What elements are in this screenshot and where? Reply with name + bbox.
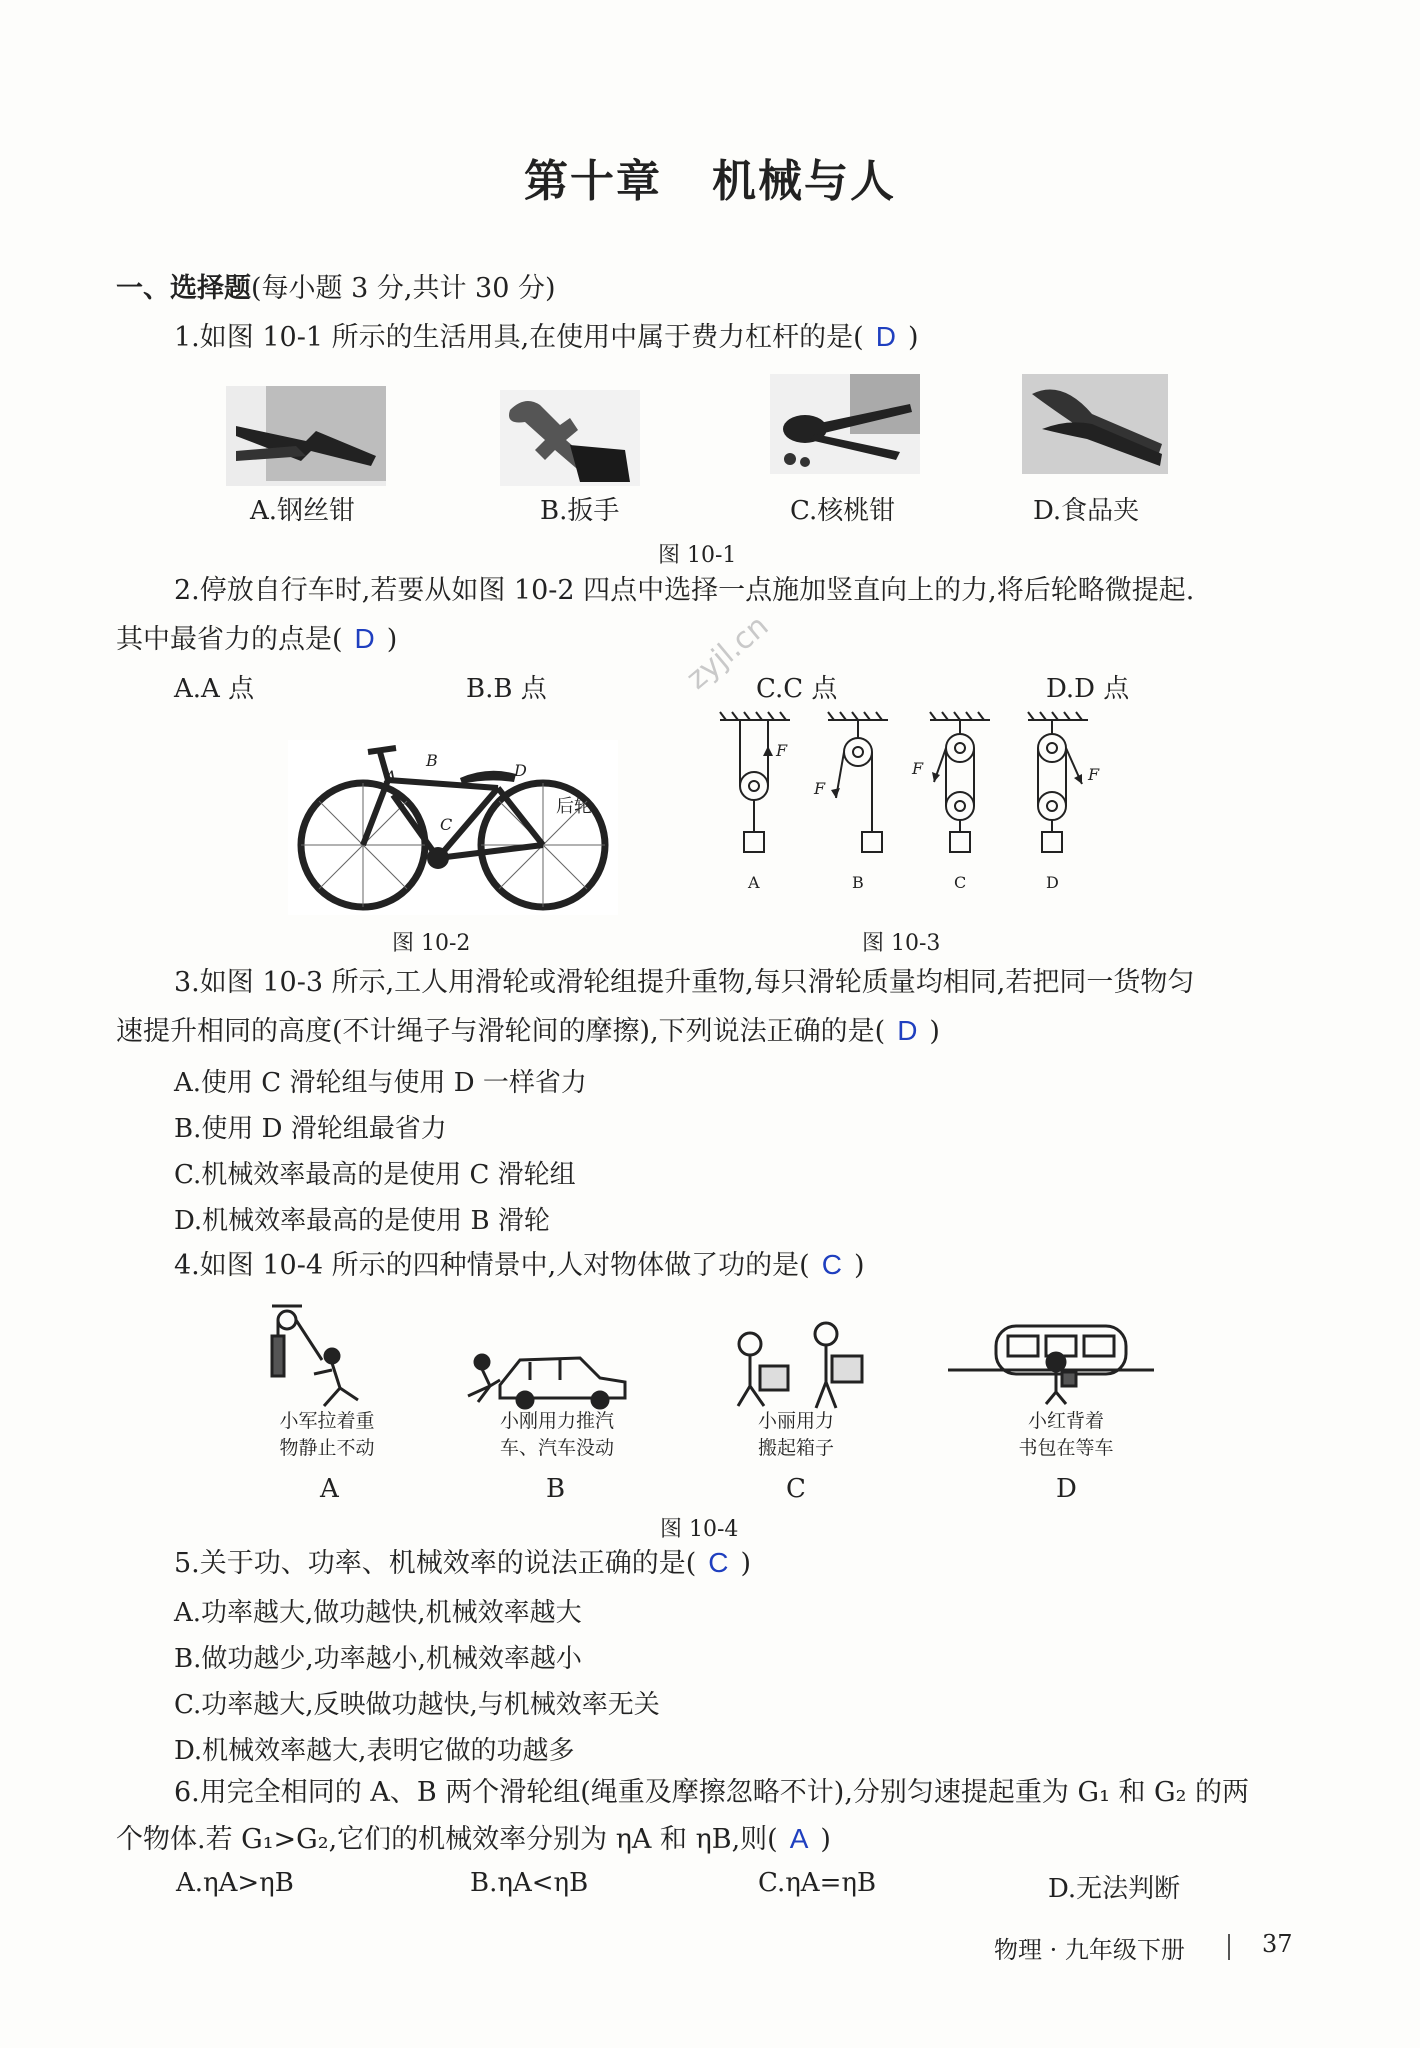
- answer-6: A: [789, 1823, 809, 1854]
- question-3-line-1: 3.如图 10-3 所示,工人用滑轮或滑轮组提升重物,每只滑轮质量均相同,若把同一货物匀: [174, 967, 1195, 998]
- pulley-b-force: F: [814, 779, 826, 798]
- chapter-number: 第十章: [524, 156, 662, 207]
- scene-d-letter: D: [1056, 1474, 1077, 1504]
- q1-option-b: B.扳手: [540, 496, 620, 526]
- question-6-line-2: 个物体.若 G₁>G₂,它们的机械效率分别为 ηA 和 ηB,则( A ): [116, 1823, 831, 1855]
- question-1: 1.如图 10-1 所示的生活用具,在使用中属于费力杠杆的是( D ): [174, 321, 919, 353]
- pulley-label-d: D: [1046, 873, 1059, 892]
- q2-option-a: A.A 点: [174, 674, 255, 704]
- scene-d-caption: 小红背着 书包在等车: [1018, 1410, 1114, 1459]
- nutcracker-image: [770, 374, 920, 474]
- q3-option-d: D.机械效率最高的是使用 B 滑轮: [174, 1206, 550, 1236]
- question-4: 4.如图 10-4 所示的四种情景中,人对物体做了功的是( C ): [174, 1249, 865, 1281]
- scene-b-image: [460, 1340, 630, 1410]
- bicycle-figure: [288, 740, 618, 915]
- pulley-figure: [706, 708, 1116, 898]
- bike-point-a: A: [385, 767, 397, 786]
- answer-4: C: [821, 1249, 842, 1280]
- pliers-image: [226, 386, 386, 486]
- q5-option-a: A.功率越大,做功越快,机械效率越大: [174, 1598, 582, 1628]
- q6-option-b: B.ηA<ηB: [470, 1868, 589, 1898]
- q6-option-a: A.ηA>ηB: [176, 1868, 294, 1898]
- q1-option-c: C.核桃钳: [790, 496, 896, 526]
- bike-point-d: D: [514, 761, 527, 780]
- q5-option-c: C.功率越大,反映做功越快,与机械效率无关: [174, 1690, 660, 1720]
- question-5: 5.关于功、功率、机械效率的说法正确的是( C ): [174, 1547, 752, 1579]
- q3-option-c: C.机械效率最高的是使用 C 滑轮组: [174, 1160, 576, 1190]
- section-note: (每小题 3 分,共计 30 分): [251, 273, 556, 304]
- q2-option-d: D.D 点: [1046, 674, 1130, 704]
- footer-book-title: 物理 · 九年级下册: [994, 1936, 1185, 1964]
- question-2-line-2: 其中最省力的点是( D ): [116, 623, 398, 655]
- pulley-label-a: A: [748, 873, 760, 892]
- pulley-c-force: F: [912, 759, 924, 778]
- scene-a-caption: 小军拉着重 物静止不动: [279, 1410, 375, 1459]
- answer-2: D: [354, 623, 375, 654]
- q3-option-b: B.使用 D 滑轮组最省力: [174, 1114, 447, 1144]
- bike-point-c: C: [440, 815, 453, 834]
- q5-option-b: B.做功越少,功率越小,机械效率越小: [174, 1644, 582, 1674]
- scene-c-letter: C: [786, 1474, 806, 1504]
- food-tongs-image: [1022, 374, 1168, 474]
- question-2-line-1: 2.停放自行车时,若要从如图 10-2 四点中选择一点施加竖直向上的力,将后轮略微提起.: [174, 575, 1195, 606]
- scene-a-letter: A: [320, 1474, 339, 1504]
- scene-b-caption: 小刚用力推汽 车、汽车没动: [499, 1410, 614, 1459]
- q2-option-b: B.B 点: [466, 674, 547, 704]
- scene-b-letter: B: [546, 1474, 566, 1504]
- scene-d-image: [946, 1316, 1156, 1406]
- page-number: 37: [1262, 1930, 1293, 1958]
- chapter-title: [0, 145, 1420, 209]
- q6-option-c: C.ηA=ηB: [758, 1868, 877, 1898]
- pulley-d-force: F: [1088, 765, 1100, 784]
- wrench-image: [500, 390, 640, 486]
- figure-10-2-caption: 图 10-2: [392, 931, 471, 956]
- scene-c-caption: 小丽用力 搬起箱子: [757, 1410, 834, 1459]
- chapter-name: 机械与人: [712, 156, 896, 207]
- answer-5: C: [708, 1547, 729, 1578]
- watermark: zyjl.cn: [679, 608, 776, 697]
- rear-wheel-label: 后轮: [556, 796, 592, 817]
- figure-10-3-caption: 图 10-3: [862, 931, 941, 956]
- answer-3: D: [897, 1015, 918, 1046]
- scene-c-image: [720, 1316, 870, 1412]
- pulley-a-force: F: [776, 741, 788, 760]
- q5-option-d: D.机械效率越大,表明它做的功越多: [174, 1736, 575, 1766]
- question-3-line-2: 速提升相同的高度(不计绳子与滑轮间的摩擦),下列说法正确的是( D ): [116, 1015, 940, 1047]
- section-title: 一、选择题: [116, 273, 251, 304]
- figure-10-1-caption: 图 10-1: [658, 543, 737, 568]
- bike-point-b: B: [426, 751, 438, 770]
- q3-option-a: A.使用 C 滑轮组与使用 D 一样省力: [174, 1068, 587, 1098]
- q6-option-d: D.无法判断: [1048, 1874, 1181, 1904]
- q1-option-a: A.钢丝钳: [250, 496, 356, 526]
- pulley-label-c: C: [954, 873, 967, 892]
- q1-option-d: D.食品夹: [1033, 496, 1140, 526]
- question-6-line-1: 6.用完全相同的 A、B 两个滑轮组(绳重及摩擦忽略不计),分别匀速提起重为 G₁ 和 G₂ 的两: [174, 1777, 1250, 1808]
- answer-1: D: [875, 321, 896, 352]
- q2-option-c: C.C 点: [756, 674, 838, 704]
- scene-a-image: [262, 1300, 372, 1410]
- section-heading: [116, 272, 556, 306]
- footer-separator: [1228, 1934, 1230, 1960]
- pulley-label-b: B: [852, 873, 864, 892]
- figure-10-4-caption: 图 10-4: [660, 1517, 739, 1542]
